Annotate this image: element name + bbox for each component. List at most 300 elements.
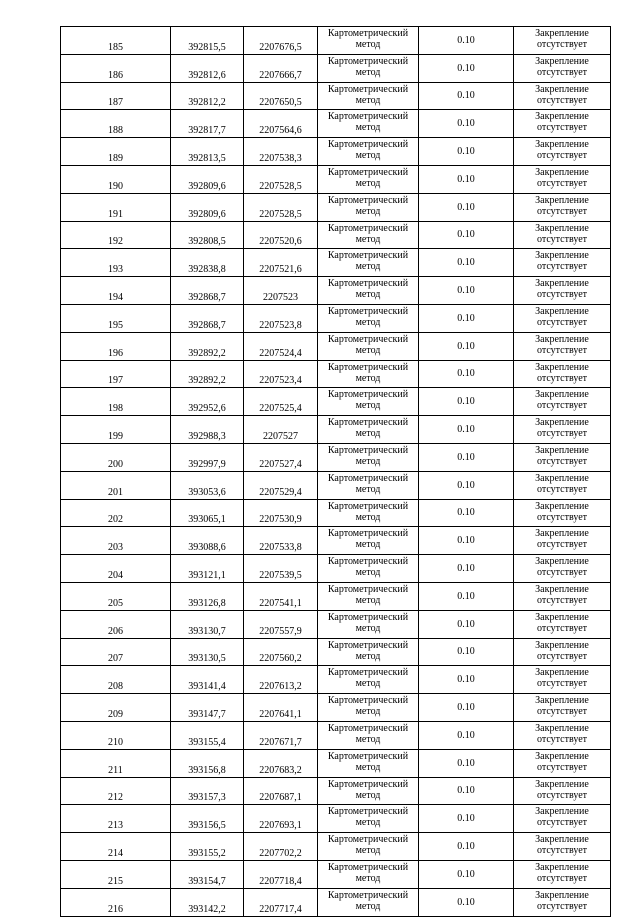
method-cell (318, 666, 419, 694)
method-cell (318, 193, 419, 221)
coordinate-y: 2207702,2 (244, 833, 318, 861)
fixation-cell (514, 249, 611, 277)
coordinate-x: 392813,5 (171, 138, 244, 166)
fixation-label-line-2: отсутствует (536, 261, 588, 273)
coordinate-x: 392817,7 (171, 110, 244, 138)
fixation-label-line-1: Закрепление (535, 861, 589, 873)
fixation-label-line-1: Закрепление (535, 695, 589, 707)
fixation-cell (514, 165, 611, 193)
fixation-cell (514, 888, 611, 916)
point-number: 210 (61, 721, 171, 749)
fixation-label-line-1: Закрепление (535, 806, 589, 818)
point-number: 206 (61, 610, 171, 638)
fixation-cell (514, 582, 611, 610)
fixation-label-line-2: отсутствует (536, 706, 588, 718)
coordinate-y: 2207527 (244, 416, 318, 444)
point-number: 215 (61, 860, 171, 888)
fixation-label-line-2: отсутствует (536, 400, 588, 412)
table-row (61, 416, 611, 444)
method-cell (318, 555, 419, 583)
accuracy-value: 0.10 (419, 833, 514, 861)
method-cell (318, 54, 419, 82)
fixation-label-line-1: Закрепление (535, 417, 589, 429)
fixation-label-line-2: отсутствует (536, 177, 588, 189)
coordinate-y: 2207641,1 (244, 694, 318, 722)
fixation-cell (514, 54, 611, 82)
coordinate-y: 2207523 (244, 277, 318, 305)
point-number: 216 (61, 888, 171, 916)
coordinate-y: 2207520,6 (244, 221, 318, 249)
fixation-label-line-2: отсутствует (536, 594, 588, 606)
coordinate-x: 392809,6 (171, 193, 244, 221)
coordinate-y: 2207541,1 (244, 582, 318, 610)
point-number: 212 (61, 777, 171, 805)
table-row (61, 471, 611, 499)
fixation-label-line-1: Закрепление (535, 528, 589, 540)
coordinate-x: 393154,7 (171, 860, 244, 888)
fixation-label-line-1: Закрепление (535, 83, 589, 95)
fixation-cell (514, 833, 611, 861)
fixation-cell (514, 277, 611, 305)
method-label-line-1: Картометрический (327, 250, 409, 262)
method-label-line-2: метод (355, 372, 381, 384)
fixation-label-line-1: Закрепление (535, 778, 589, 790)
table-row (61, 833, 611, 861)
coordinate-x: 393157,3 (171, 777, 244, 805)
fixation-label-line-1: Закрепление (535, 194, 589, 206)
fixation-cell (514, 27, 611, 55)
coordinate-y: 2207521,6 (244, 249, 318, 277)
fixation-label-line-2: отсутствует (536, 483, 588, 495)
method-cell (318, 610, 419, 638)
coordinate-y: 2207528,5 (244, 165, 318, 193)
accuracy-value: 0.10 (419, 165, 514, 193)
accuracy-value: 0.10 (419, 777, 514, 805)
accuracy-value: 0.10 (419, 138, 514, 166)
method-cell (318, 443, 419, 471)
table-row (61, 277, 611, 305)
method-cell (318, 694, 419, 722)
method-label-line-1: Картометрический (327, 333, 409, 345)
accuracy-value: 0.10 (419, 888, 514, 916)
method-label-line-2: метод (355, 344, 381, 356)
point-number: 192 (61, 221, 171, 249)
point-number: 213 (61, 805, 171, 833)
fixation-cell (514, 416, 611, 444)
method-cell (318, 249, 419, 277)
table-row (61, 888, 611, 916)
method-label-line-2: метод (355, 817, 381, 829)
coordinate-y: 2207539,5 (244, 555, 318, 583)
coordinate-y: 2207718,4 (244, 860, 318, 888)
fixation-cell (514, 610, 611, 638)
table-row (61, 304, 611, 332)
fixation-cell (514, 388, 611, 416)
coordinate-y: 2207717,4 (244, 888, 318, 916)
accuracy-value: 0.10 (419, 110, 514, 138)
method-label-line-1: Картометрический (327, 500, 409, 512)
method-cell (318, 499, 419, 527)
point-number: 194 (61, 277, 171, 305)
table-row (61, 443, 611, 471)
method-label-line-1: Картометрический (327, 695, 409, 707)
method-label-line-1: Картометрический (327, 139, 409, 151)
fixation-label-line-1: Закрепление (535, 166, 589, 178)
method-label-line-2: метод (355, 678, 381, 690)
coordinate-x: 392868,7 (171, 304, 244, 332)
method-label-line-2: метод (355, 845, 381, 857)
point-number: 199 (61, 416, 171, 444)
method-label-line-2: метод (355, 122, 381, 134)
accuracy-value: 0.10 (419, 499, 514, 527)
method-label-line-2: метод (355, 316, 381, 328)
accuracy-value: 0.10 (419, 332, 514, 360)
table-row (61, 610, 611, 638)
method-label-line-1: Картометрический (327, 834, 409, 846)
fixation-label-line-1: Закрепление (535, 889, 589, 901)
accuracy-value: 0.10 (419, 721, 514, 749)
coordinate-x: 393130,7 (171, 610, 244, 638)
method-label-line-2: метод (355, 233, 381, 245)
table-row (61, 165, 611, 193)
fixation-label-line-2: отсутствует (536, 733, 588, 745)
coordinate-x: 393065,1 (171, 499, 244, 527)
method-cell (318, 833, 419, 861)
table-row (61, 666, 611, 694)
coordinate-y: 2207523,8 (244, 304, 318, 332)
coordinate-x: 392952,6 (171, 388, 244, 416)
table-row (61, 527, 611, 555)
coordinate-x: 392997,9 (171, 443, 244, 471)
method-label-line-2: метод (355, 539, 381, 551)
method-label-line-2: метод (355, 94, 381, 106)
point-number: 207 (61, 638, 171, 666)
coordinate-y: 2207650,5 (244, 82, 318, 110)
method-label-line-2: метод (355, 289, 381, 301)
accuracy-value: 0.10 (419, 805, 514, 833)
method-cell (318, 638, 419, 666)
table-row (61, 582, 611, 610)
fixation-label-line-1: Закрепление (535, 55, 589, 67)
method-cell (318, 27, 419, 55)
point-number: 185 (61, 27, 171, 55)
point-number: 200 (61, 443, 171, 471)
method-label-line-1: Картометрический (327, 722, 409, 734)
method-label-line-2: метод (355, 706, 381, 718)
table-row (61, 499, 611, 527)
fixation-label-line-1: Закрепление (535, 500, 589, 512)
fixation-label-line-1: Закрепление (535, 639, 589, 651)
method-cell (318, 165, 419, 193)
fixation-cell (514, 471, 611, 499)
method-cell (318, 277, 419, 305)
fixation-label-line-1: Закрепление (535, 139, 589, 151)
fixation-cell (514, 193, 611, 221)
method-cell (318, 471, 419, 499)
coordinate-x: 392988,3 (171, 416, 244, 444)
coordinate-y: 2207525,4 (244, 388, 318, 416)
accuracy-value: 0.10 (419, 749, 514, 777)
fixation-cell (514, 805, 611, 833)
method-label-line-1: Картометрический (327, 806, 409, 818)
fixation-label-line-2: отсутствует (536, 622, 588, 634)
coordinate-y: 2207523,4 (244, 360, 318, 388)
coordinates-table-body (61, 27, 611, 917)
accuracy-value: 0.10 (419, 416, 514, 444)
fixation-label-line-1: Закрепление (535, 583, 589, 595)
coordinate-x: 392815,5 (171, 27, 244, 55)
accuracy-value: 0.10 (419, 555, 514, 583)
coordinate-y: 2207538,3 (244, 138, 318, 166)
method-cell (318, 138, 419, 166)
method-cell (318, 527, 419, 555)
fixation-label-line-2: отсутствует (536, 900, 588, 912)
fixation-label-line-2: отсутствует (536, 872, 588, 884)
method-label-line-2: метод (355, 733, 381, 745)
method-label-line-1: Картометрический (327, 556, 409, 568)
point-number: 214 (61, 833, 171, 861)
method-label-line-1: Картометрический (327, 889, 409, 901)
method-label-line-2: метод (355, 39, 381, 50)
point-number: 209 (61, 694, 171, 722)
point-number: 202 (61, 499, 171, 527)
coordinate-x: 392809,6 (171, 165, 244, 193)
point-number: 204 (61, 555, 171, 583)
fixation-label-line-1: Закрепление (535, 611, 589, 623)
fixation-label-line-2: отсутствует (536, 511, 588, 523)
point-number: 208 (61, 666, 171, 694)
fixation-cell (514, 499, 611, 527)
fixation-label-line-2: отсутствует (536, 539, 588, 551)
fixation-label-line-1: Закрепление (535, 278, 589, 290)
point-number: 195 (61, 304, 171, 332)
fixation-label-line-1: Закрепление (535, 305, 589, 317)
table-row (61, 805, 611, 833)
point-number: 201 (61, 471, 171, 499)
accuracy-value: 0.10 (419, 582, 514, 610)
coordinate-x: 393147,7 (171, 694, 244, 722)
table-row (61, 82, 611, 110)
coordinate-x: 393053,6 (171, 471, 244, 499)
fixation-cell (514, 360, 611, 388)
method-label-line-1: Картометрический (327, 583, 409, 595)
fixation-label-line-2: отсутствует (536, 789, 588, 801)
coordinate-x: 393088,6 (171, 527, 244, 555)
coordinate-x: 393156,8 (171, 749, 244, 777)
fixation-label-line-2: отсутствует (536, 761, 588, 773)
method-label-line-1: Картометрический (327, 861, 409, 873)
fixation-cell (514, 138, 611, 166)
fixation-label-line-1: Закрепление (535, 834, 589, 846)
method-label-line-1: Картометрический (327, 639, 409, 651)
coordinate-y: 2207687,1 (244, 777, 318, 805)
coordinate-y: 2207564,6 (244, 110, 318, 138)
fixation-label-line-1: Закрепление (535, 472, 589, 484)
fixation-label-line-2: отсутствует (536, 205, 588, 217)
table-row (61, 138, 611, 166)
point-number: 203 (61, 527, 171, 555)
method-cell (318, 582, 419, 610)
accuracy-value: 0.10 (419, 360, 514, 388)
method-label-line-1: Картометрический (327, 194, 409, 206)
point-number: 187 (61, 82, 171, 110)
table-row (61, 638, 611, 666)
fixation-label-line-2: отсутствует (536, 455, 588, 467)
coordinate-y: 2207528,5 (244, 193, 318, 221)
accuracy-value: 0.10 (419, 304, 514, 332)
method-label-line-1: Картометрический (327, 83, 409, 95)
fixation-cell (514, 721, 611, 749)
method-cell (318, 888, 419, 916)
table-row (61, 860, 611, 888)
fixation-cell (514, 82, 611, 110)
fixation-cell (514, 443, 611, 471)
coordinate-x: 392808,5 (171, 221, 244, 249)
method-cell (318, 304, 419, 332)
coordinate-x: 393155,2 (171, 833, 244, 861)
coordinate-x: 392892,2 (171, 360, 244, 388)
fixation-cell (514, 110, 611, 138)
method-label-line-2: метод (355, 594, 381, 606)
method-label-line-2: метод (355, 66, 381, 78)
fixation-cell (514, 332, 611, 360)
method-cell (318, 805, 419, 833)
accuracy-value: 0.10 (419, 82, 514, 110)
method-cell (318, 860, 419, 888)
fixation-label-line-2: отсутствует (536, 150, 588, 162)
method-label-line-1: Картометрический (327, 417, 409, 429)
point-number: 196 (61, 332, 171, 360)
method-label-line-2: метод (355, 567, 381, 579)
coordinate-y: 2207666,7 (244, 54, 318, 82)
fixation-label-line-2: отсутствует (536, 650, 588, 662)
method-label-line-2: метод (355, 261, 381, 273)
fixation-cell (514, 749, 611, 777)
coordinate-x: 392812,2 (171, 82, 244, 110)
coordinate-y: 2207533,8 (244, 527, 318, 555)
method-cell (318, 110, 419, 138)
accuracy-value: 0.10 (419, 610, 514, 638)
fixation-label-line-2: отсутствует (536, 567, 588, 579)
fixation-label-line-2: отсутствует (536, 316, 588, 328)
coordinate-x: 392812,6 (171, 54, 244, 82)
method-cell (318, 777, 419, 805)
method-label-line-2: метод (355, 177, 381, 189)
fixation-label-line-2: отсутствует (536, 678, 588, 690)
point-number: 190 (61, 165, 171, 193)
coordinate-y: 2207671,7 (244, 721, 318, 749)
fixation-label-line-1: Закрепление (535, 333, 589, 345)
coordinate-x: 393141,4 (171, 666, 244, 694)
fixation-label-line-2: отсутствует (536, 372, 588, 384)
method-label-line-1: Картометрический (327, 222, 409, 234)
coordinate-x: 393155,4 (171, 721, 244, 749)
table-row (61, 110, 611, 138)
method-cell (318, 332, 419, 360)
table-row (61, 777, 611, 805)
table-row (61, 249, 611, 277)
coordinate-x: 393142,2 (171, 888, 244, 916)
fixation-label-line-1: Закрепление (535, 722, 589, 734)
method-label-line-2: метод (355, 650, 381, 662)
fixation-label-line-1: Закрепление (535, 28, 589, 39)
coordinate-y: 2207530,9 (244, 499, 318, 527)
coordinate-y: 2207676,5 (244, 27, 318, 55)
method-label-line-2: метод (355, 900, 381, 912)
table-row (61, 221, 611, 249)
fixation-label-line-1: Закрепление (535, 444, 589, 456)
coordinate-y: 2207529,4 (244, 471, 318, 499)
fixation-cell (514, 304, 611, 332)
fixation-cell (514, 527, 611, 555)
fixation-label-line-1: Закрепление (535, 361, 589, 373)
accuracy-value: 0.10 (419, 277, 514, 305)
method-label-line-1: Картометрический (327, 528, 409, 540)
accuracy-value: 0.10 (419, 443, 514, 471)
method-cell (318, 360, 419, 388)
accuracy-value: 0.10 (419, 860, 514, 888)
fixation-cell (514, 694, 611, 722)
fixation-label-line-2: отсутствует (536, 428, 588, 440)
method-label-line-1: Картометрический (327, 28, 409, 39)
method-label-line-1: Картометрический (327, 611, 409, 623)
method-label-line-2: метод (355, 400, 381, 412)
accuracy-value: 0.10 (419, 388, 514, 416)
method-label-line-1: Картометрический (327, 278, 409, 290)
coordinate-x: 393156,5 (171, 805, 244, 833)
method-cell (318, 749, 419, 777)
accuracy-value: 0.10 (419, 694, 514, 722)
fixation-label-line-1: Закрепление (535, 111, 589, 123)
accuracy-value: 0.10 (419, 221, 514, 249)
method-label-line-2: метод (355, 872, 381, 884)
coordinate-y: 2207560,2 (244, 638, 318, 666)
fixation-label-line-2: отсутствует (536, 39, 588, 50)
fixation-label-line-1: Закрепление (535, 750, 589, 762)
fixation-cell (514, 666, 611, 694)
fixation-label-line-2: отсутствует (536, 94, 588, 106)
method-label-line-1: Картометрический (327, 472, 409, 484)
point-number: 189 (61, 138, 171, 166)
method-label-line-1: Картометрический (327, 778, 409, 790)
method-label-line-2: метод (355, 789, 381, 801)
point-number: 186 (61, 54, 171, 82)
point-number: 191 (61, 193, 171, 221)
fixation-cell (514, 860, 611, 888)
accuracy-value: 0.10 (419, 666, 514, 694)
method-label-line-2: метод (355, 428, 381, 440)
fixation-label-line-1: Закрепление (535, 667, 589, 679)
coordinate-y: 2207693,1 (244, 805, 318, 833)
method-label-line-1: Картометрический (327, 111, 409, 123)
method-label-line-1: Картометрический (327, 444, 409, 456)
fixation-label-line-2: отсутствует (536, 344, 588, 356)
table-row (61, 388, 611, 416)
fixation-label-line-2: отсутствует (536, 122, 588, 134)
table-row (61, 721, 611, 749)
accuracy-value: 0.10 (419, 193, 514, 221)
method-cell (318, 388, 419, 416)
method-label-line-2: метод (355, 761, 381, 773)
fixation-label-line-2: отсутствует (536, 66, 588, 78)
method-label-line-2: метод (355, 483, 381, 495)
table-row (61, 694, 611, 722)
table-row (61, 749, 611, 777)
coordinates-table (60, 26, 611, 917)
fixation-cell (514, 638, 611, 666)
method-label-line-2: метод (355, 455, 381, 467)
method-cell (318, 416, 419, 444)
